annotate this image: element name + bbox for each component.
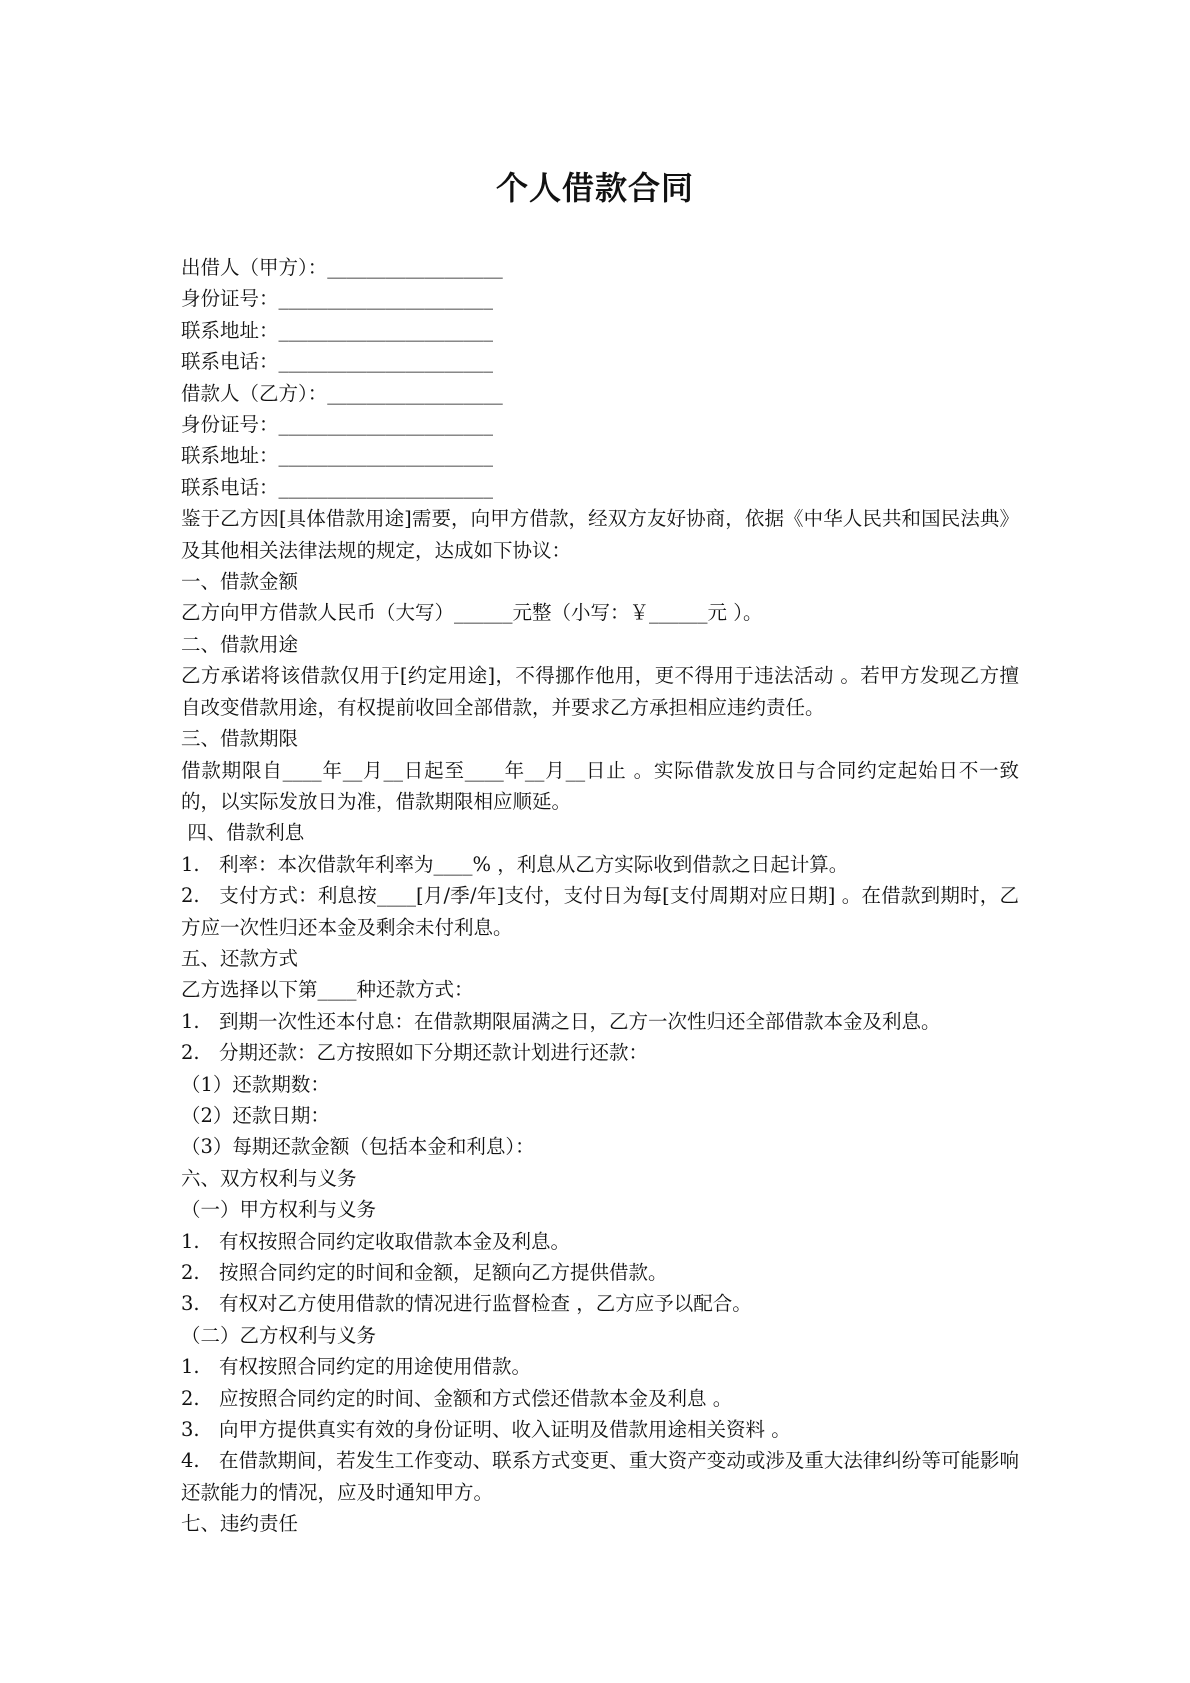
repayment-option-item — [181, 1037, 1019, 1068]
lender-duty-item — [181, 1288, 1019, 1319]
loan-purpose-paragraph: 乙方承诺将该借款仅用于[约定用途]，不得挪作他用，更不得用于违法活动 。若甲方发现乙方擅自改变借款用途，有权提前收回全部借款，并要求乙方承担相应违约责任。 — [181, 664, 1019, 719]
section-heading: 三、借款期限 — [181, 727, 299, 751]
section-heading: 四、借款利息 — [181, 821, 305, 845]
item-number: 1. — [181, 852, 200, 876]
item-text: 向甲方提供真实有效的身份证明、收入证明及借款用途相关资料 。 — [219, 1418, 791, 1442]
borrower-duty-item — [181, 1414, 1019, 1445]
item-number: 4. — [181, 1449, 200, 1473]
section-heading: 五、还款方式 — [181, 946, 299, 970]
installment-subitem: （1）还款期数： — [181, 1072, 330, 1096]
item-text: 应按照合同约定的时间、金额和方式偿还借款本金及利息 。 — [219, 1386, 733, 1410]
item-number: 2. — [181, 1261, 200, 1284]
subsection-heading: （一）甲方权利与义务 — [181, 1198, 377, 1222]
item-number: 2. — [181, 1041, 200, 1065]
interest-payment-item — [181, 880, 1019, 943]
borrower-duty-item — [181, 1383, 1019, 1414]
lender-phone-line: 联系电话：______________________ — [181, 350, 494, 374]
borrower-id-line: 身份证号：______________________ — [181, 413, 494, 437]
installment-subitem: （2）还款日期： — [181, 1103, 330, 1127]
lender-id-line: 身份证号：______________________ — [181, 287, 494, 311]
item-text: 有权按照合同约定收取借款本金及利息。 — [219, 1229, 571, 1253]
repayment-option-item — [181, 1006, 1019, 1037]
borrower-duty-item — [181, 1351, 1019, 1382]
borrower-duty-item — [181, 1445, 1019, 1508]
repayment-intro: 乙方选择以下第____种还款方式： — [181, 978, 474, 1002]
section-heading: 二、借款用途 — [181, 632, 299, 656]
item-text: 支付方式：利息按____[月/季/年]支付，支付日为每[支付周期对应日期] 。在借款到期时，乙方应一次性归还本金及剩余未付利息。 — [181, 884, 1019, 939]
subsection-heading: （二）乙方权利与义务 — [181, 1323, 377, 1347]
item-number: 1. — [181, 1355, 200, 1379]
section-heading: 一、借款金额 — [181, 570, 299, 594]
borrower-phone-line: 联系电话：______________________ — [181, 475, 494, 499]
item-text: 有权对乙方使用借款的情况进行监督检查 ，乙方应予以配合。 — [219, 1292, 752, 1316]
item-number: 2. — [181, 884, 200, 908]
item-number: 3. — [181, 1292, 200, 1316]
lender-duty-item — [181, 1257, 1019, 1288]
item-text: 在借款期间，若发生工作变动、联系方式变更、重大资产变动或涉及重大法律纠纷等可能影响还款能力的情况，应及时通知甲方。 — [181, 1449, 1019, 1504]
contract-body — [181, 252, 1019, 1540]
item-text: 到期一次性还本付息：在借款期限届满之日，乙方一次性归还全部借款本金及利息。 — [219, 1009, 941, 1033]
item-number: 2. — [181, 1386, 200, 1410]
borrower-name-line: 借款人（乙方）：__________________ — [181, 381, 503, 405]
loan-term-paragraph: 借款期限自____年__月__日起至____年__月__日止 。实际借款发放日与合同约定起始日不一致的，以实际发放日为准，借款期限相应顺延。 — [181, 758, 1019, 813]
item-number: 1. — [181, 1009, 200, 1033]
lender-duty-item — [181, 1226, 1019, 1257]
interest-rate-item — [181, 849, 1019, 880]
item-text: 利率：本次借款年利率为____% ，利息从乙方实际收到借款之日起计算。 — [219, 852, 849, 876]
item-text: 有权按照合同约定的用途使用借款。 — [219, 1355, 532, 1379]
document-title: 个人借款合同 — [495, 169, 694, 207]
loan-amount-paragraph: 乙方向甲方借款人民币（大写）______元整（小写：￥______元 ）。 — [181, 601, 763, 625]
installment-subitem: （3）每期还款金额（包括本金和利息）： — [181, 1135, 535, 1159]
item-text: 分期还款：乙方按照如下分期还款计划进行还款： — [219, 1041, 649, 1065]
borrower-address-line: 联系地址：______________________ — [181, 444, 494, 468]
section-heading: 六、双方权利与义务 — [181, 1166, 357, 1190]
item-number: 1. — [181, 1229, 200, 1253]
lender-name-line: 出借人（甲方）：__________________ — [181, 256, 503, 279]
item-text: 按照合同约定的时间和金额，足额向乙方提供借款。 — [219, 1261, 668, 1284]
lender-address-line: 联系地址：______________________ — [181, 318, 494, 342]
item-number: 3. — [181, 1418, 200, 1442]
preamble-paragraph: 鉴于乙方因[具体借款用途]需要，向甲方借款，经双方友好协商，依据《中华人民共和国民法典》及其他相关法律法规的规定，达成如下协议： — [181, 507, 1019, 562]
section-heading: 七、违约责任 — [181, 1512, 299, 1536]
